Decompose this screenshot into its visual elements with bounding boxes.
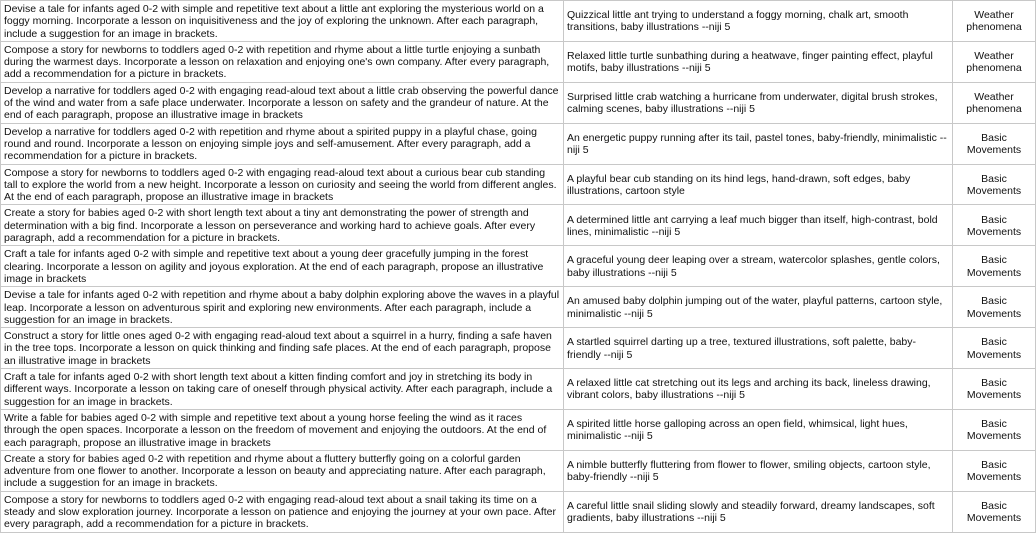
story-prompt-cell[interactable]: Compose a story for newborns to toddlers aged 0-2 with engaging read-aloud text about a curious bear cub standing tall to explore the world from a new height. Incorporate a lesson on curiosity and seeing the world from different angles. At the end of each paragraph, propose an illustrative image in brackets <box>1 164 564 205</box>
image-prompt-cell[interactable]: A startled squirrel darting up a tree, textured illustrations, soft palette, baby-friendly --niji 5 <box>564 328 953 369</box>
category-cell[interactable]: Basic Movements <box>953 409 1036 450</box>
category-cell[interactable]: Basic Movements <box>953 123 1036 164</box>
story-prompt-cell[interactable]: Construct a story for little ones aged 0-2 with engaging read-aloud text about a squirrel in a hurry, finding a safe haven in the tree tops. Incorporate a lesson on quick thinking and finding safe places. At the end of each paragraph, propose an illustrative image in brackets <box>1 328 564 369</box>
category-cell[interactable]: Weather phenomena <box>953 82 1036 123</box>
category-cell[interactable]: Basic Movements <box>953 328 1036 369</box>
image-prompt-cell[interactable]: A spirited little horse galloping across an open field, whimsical, light hues, minimalistic --niji 5 <box>564 409 953 450</box>
story-prompt-cell[interactable]: Develop a narrative for toddlers aged 0-2 with repetition and rhyme about a spirited puppy in a playful chase, going round and round. Incorporate a lesson on enjoying simple joys and self-amusement. After every paragraph, add a recommendation for a picture in brackets. <box>1 123 564 164</box>
story-prompt-cell[interactable]: Develop a narrative for toddlers aged 0-2 with engaging read-aloud text about a little crab observing the powerful dance of the wind and water from a safe place underwater. Incorporate a lesson on safety and the grandeur of nature. At the end of each paragraph, propose an illustrative image in brackets <box>1 82 564 123</box>
image-prompt-cell[interactable]: An energetic puppy running after its tail, pastel tones, baby-friendly, minimalistic --niji 5 <box>564 123 953 164</box>
image-prompt-cell[interactable]: Relaxed little turtle sunbathing during a heatwave, finger painting effect, playful motifs, baby illustrations --niji 5 <box>564 41 953 82</box>
image-prompt-cell[interactable]: A graceful young deer leaping over a stream, watercolor splashes, gentle colors, baby illustrations --niji 5 <box>564 246 953 287</box>
category-cell[interactable]: Basic Movements <box>953 164 1036 205</box>
image-prompt-cell[interactable]: A playful bear cub standing on its hind legs, hand-drawn, soft edges, baby illustrations, cartoon style <box>564 164 953 205</box>
story-prompt-cell[interactable]: Create a story for babies aged 0-2 with repetition and rhyme about a fluttery butterfly going on a colorful garden adventure from one flower to another. Incorporate a lesson on beauty and appreciating nature. After each paragraph, include a suggestion for an image in brackets. <box>1 450 564 491</box>
story-prompt-cell[interactable]: Write a fable for babies aged 0-2 with simple and repetitive text about a young horse feeling the wind as it races through the open spaces. Incorporate a lesson on the freedom of movement and enjoying the outdoors. At the end of each paragraph, propose an illustrative image in brackets <box>1 409 564 450</box>
table-row <box>1 246 1036 287</box>
story-prompt-cell[interactable]: Craft a tale for infants aged 0-2 with short length text about a kitten finding comfort and joy in stretching its body in different ways. Incorporate a lesson on taking care of oneself through physical activity. After each paragraph, include a suggestion for an image in brackets. <box>1 369 564 410</box>
image-prompt-cell[interactable]: A determined little ant carrying a leaf much bigger than itself, high-contrast, bold lines, minimalistic --niji 5 <box>564 205 953 246</box>
table-row <box>1 369 1036 410</box>
category-cell[interactable]: Weather phenomena <box>953 1 1036 42</box>
table-row <box>1 1 1036 42</box>
category-cell[interactable]: Basic Movements <box>953 450 1036 491</box>
story-prompt-cell[interactable]: Compose a story for newborns to toddlers aged 0-2 with repetition and rhyme about a little turtle enjoying a sunbath during the warmest days. Incorporate a lesson on relaxation and enjoying one's own company. After every paragraph, add a recommendation for a picture in brackets. <box>1 41 564 82</box>
story-prompt-cell[interactable]: Create a story for babies aged 0-2 with short length text about a tiny ant demonstrating the power of strength and determination with a big find. Incorporate a lesson on perseverance and working hard to achieve goals. After every paragraph, add a recommendation for a picture in brackets. <box>1 205 564 246</box>
image-prompt-cell[interactable]: A nimble butterfly fluttering from flower to flower, smiling objects, cartoon style, baby-friendly --niji 5 <box>564 450 953 491</box>
category-cell[interactable]: Basic Movements <box>953 246 1036 287</box>
table-row <box>1 450 1036 491</box>
table-row <box>1 205 1036 246</box>
table-row <box>1 41 1036 82</box>
category-cell[interactable]: Basic Movements <box>953 369 1036 410</box>
table-row <box>1 82 1036 123</box>
table-row <box>1 164 1036 205</box>
table-body <box>1 1 1036 533</box>
table-row <box>1 491 1036 532</box>
image-prompt-cell[interactable]: Quizzical little ant trying to understand a foggy morning, chalk art, smooth transitions, baby illustrations --niji 5 <box>564 1 953 42</box>
story-prompt-cell[interactable]: Compose a story for newborns to toddlers aged 0-2 with engaging read-aloud text about a snail taking its time on a steady and slow exploration journey. Incorporate a lesson on patience and enjoying the journey at your own pace. After every paragraph, add a recommendation for a picture in brackets. <box>1 491 564 532</box>
table-row <box>1 123 1036 164</box>
category-cell[interactable]: Basic Movements <box>953 491 1036 532</box>
story-prompt-cell[interactable]: Devise a tale for infants aged 0-2 with simple and repetitive text about a little ant exploring the mysterious world on a foggy morning. Incorporate a lesson on inquisitiveness and the joy of exploring the unknown. After each paragraph, include a suggestion for an image in brackets. <box>1 1 564 42</box>
category-cell[interactable]: Weather phenomena <box>953 41 1036 82</box>
image-prompt-cell[interactable]: A relaxed little cat stretching out its legs and arching its back, lineless drawing, vibrant colors, baby illustrations --niji 5 <box>564 369 953 410</box>
category-cell[interactable]: Basic Movements <box>953 205 1036 246</box>
story-prompt-cell[interactable]: Devise a tale for infants aged 0-2 with repetition and rhyme about a baby dolphin exploring above the waves in a playful leap. Incorporate a lesson on adventurous spirit and exploring new environments. After each paragraph, include a suggestion for an image in brackets. <box>1 287 564 328</box>
image-prompt-cell[interactable]: Surprised little crab watching a hurricane from underwater, digital brush strokes, calming scenes, baby illustrations --niji 5 <box>564 82 953 123</box>
table-row <box>1 287 1036 328</box>
story-prompt-cell[interactable]: Craft a tale for infants aged 0-2 with simple and repetitive text about a young deer gracefully jumping in the forest clearing. Incorporate a lesson on agility and joyous exploration. At the end of each paragraph, propose an illustrative image in brackets <box>1 246 564 287</box>
table-row <box>1 328 1036 369</box>
category-cell[interactable]: Basic Movements <box>953 287 1036 328</box>
table-row <box>1 409 1036 450</box>
image-prompt-cell[interactable]: An amused baby dolphin jumping out of the water, playful patterns, cartoon style, minimalistic --niji 5 <box>564 287 953 328</box>
image-prompt-cell[interactable]: A careful little snail sliding slowly and steadily forward, dreamy landscapes, soft gradients, baby illustrations --niji 5 <box>564 491 953 532</box>
